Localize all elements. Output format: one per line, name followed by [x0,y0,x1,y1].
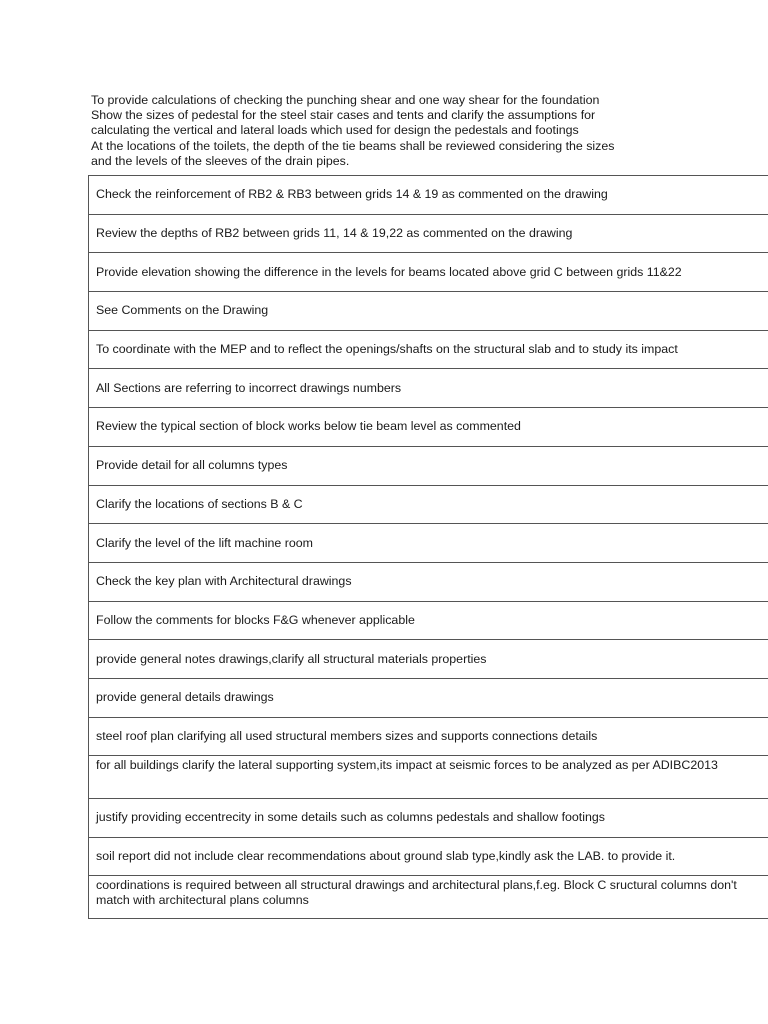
comments-table [88,175,768,919]
comment-cell: provide general notes drawings,clarify all structural materials properties [89,640,768,679]
table-row [89,485,768,524]
comment-cell: Check the reinforcement of RB2 & RB3 between grids 14 & 19 as commented on the drawing [89,176,768,215]
table-row [89,524,768,563]
comment-cell: See Comments on the Drawing [89,292,768,331]
table-row [89,678,768,717]
table-row [89,408,768,447]
table-row [89,330,768,369]
comment-cell: provide general details drawings [89,678,768,717]
table-row [89,601,768,640]
comment-cell: justify providing eccentrecity in some details such as columns pedestals and shallow footings [89,799,768,838]
comment-cell: soil report did not include clear recommendations about ground slab type,kindly ask the LAB. to provide it. [89,837,768,876]
comment-cell: Clarify the locations of sections B & C [89,485,768,524]
table-row [89,562,768,601]
table-row [89,292,768,331]
intro-line: To provide calculations of checking the punching shear and one way shear for the foundation [91,93,600,107]
table-row [89,640,768,679]
comment-cell: Check the key plan with Architectural drawings [89,562,768,601]
table-row [89,214,768,253]
table-row [89,837,768,876]
intro-paragraph [91,93,761,169]
table-row [89,799,768,838]
comment-cell: Clarify the level of the lift machine room [89,524,768,563]
table-row [89,369,768,408]
comment-cell: Follow the comments for blocks F&G whenever applicable [89,601,768,640]
comment-cell: Provide elevation showing the difference in the levels for beams located above grid C between grids 11&22 [89,253,768,292]
table-row [89,446,768,485]
intro-line: At the locations of the toilets, the depth of the tie beams shall be reviewed considering the sizes [91,138,615,153]
table-row [89,253,768,292]
table-row [89,756,768,799]
table-row [89,176,768,215]
comment-cell: All Sections are referring to incorrect drawings numbers [89,369,768,408]
comment-cell: Provide detail for all columns types [89,446,768,485]
table-row [89,876,768,919]
intro-line: and the levels of the sleeves of the drain pipes. [91,153,350,168]
comment-cell: To coordinate with the MEP and to reflect the openings/shafts on the structural slab and to study its impact [89,330,768,369]
comment-cell: coordinations is required between all structural drawings and architectural plans,f.eg. Block C sructural columns don't match with architectural plans columns [89,876,768,919]
comment-cell: for all buildings clarify the lateral supporting system,its impact at seismic forces to be analyzed as per ADIBC2013 [89,756,768,799]
comment-cell: Review the depths of RB2 between grids 11, 14 & 19,22 as commented on the drawing [89,214,768,253]
comment-cell: Review the typical section of block works below tie beam level as commented [89,408,768,447]
intro-line: Show the sizes of pedestal for the steel stair cases and tents and clarify the assumptions for [91,108,596,123]
intro-line: calculating the vertical and lateral loads which used for design the pedestals and footings [91,123,579,138]
comment-cell: steel roof plan clarifying all used structural members sizes and supports connections details [89,717,768,756]
table-row [89,717,768,756]
